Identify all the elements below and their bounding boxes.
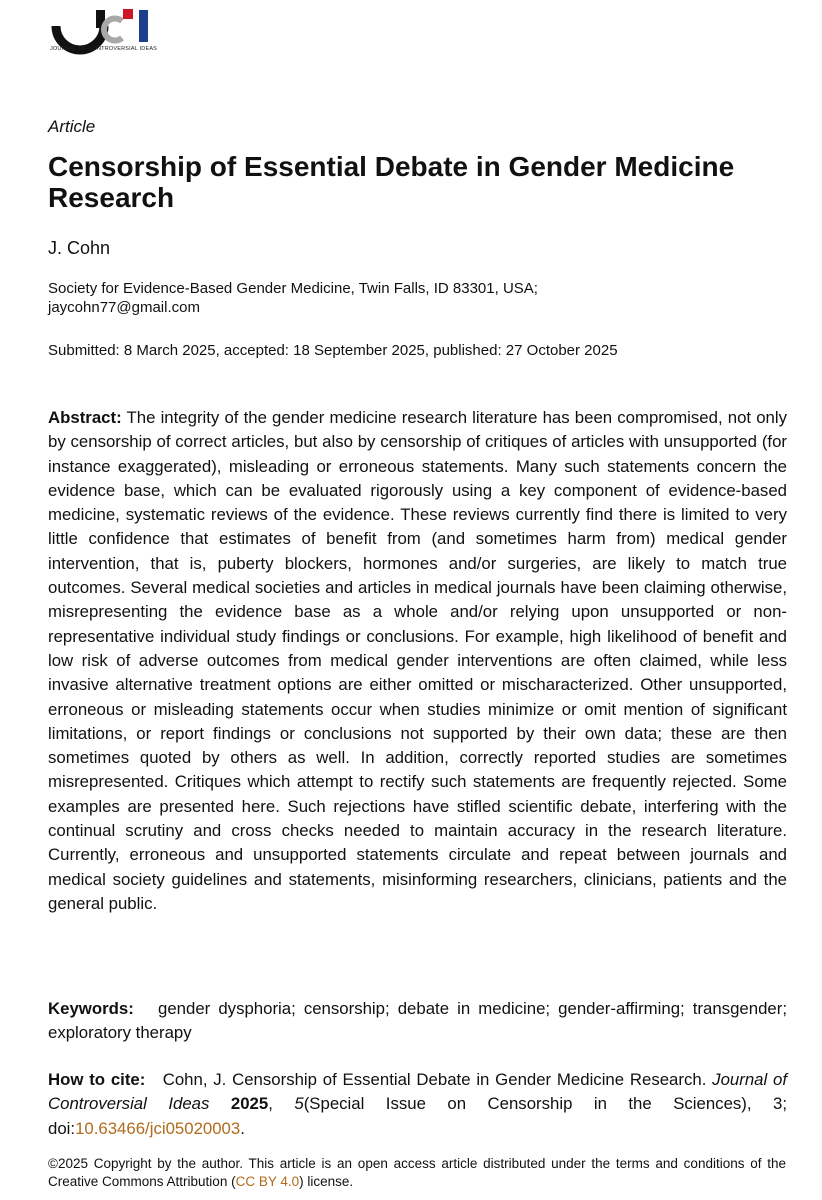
keywords <box>48 997 787 1046</box>
journal-name: JOURNAL OF CONTROVERSIAL IDEAS <box>50 46 158 52</box>
citation-issue: (Special Issue on Censorship in the Sciences), 3; <box>303 1094 788 1114</box>
author-email[interactable]: jaycohn77@gmail.com <box>48 299 200 316</box>
citation-text: Cohn, J. Censorship of Essential Debate in Gender Medicine Research. <box>162 1070 707 1089</box>
citation-label: How to cite: <box>48 1070 146 1089</box>
license-link[interactable]: CC BY 4.0 <box>235 1173 300 1189</box>
license-end: ) license. <box>299 1173 354 1189</box>
citation-end: . <box>240 1118 245 1138</box>
logo-blue-bar <box>139 10 148 42</box>
keywords-text: gender dysphoria; censorship; debate in medicine; gender-affirming; transgender; exploratory therapy <box>48 999 787 1043</box>
abstract-text: The integrity of the gender medicine research literature has been compromised, not only by censorship of correct articles, but also by censorship of critiques of articles with unsupported (for instance exaggerated), misleading or erroneous statements. Many such statements concern the evidence base, which can be evaluated rigorously using a key component of evidence-based medicine, systematic reviews of the evidence. These reviews currently find there is limited to very little confidence that estimates of benefit from (and sometimes harm from) medical gender intervention, that is, puberty blockers, hormones and/or surgeries, are likely to match true outcomes. Several medical societies and articles in medical journals have been claiming otherwise, misrepresenting the evidence base as a whole and/or relying upon unsupported or non-representative individual study findings or conclusions. For example, high likelihood of benefit and low risk of adverse outcomes from medical gender interventions are often claimed, while less invasive alternative treatment options are either omitted or mischaracterized. Other unsupported, erroneous or misleading statements occur when studies minimize or omit mention of significant limitations, or report findings or conclusions not supported by their own data; these are then sometimes quoted by others as well. In addition, correctly reported studies are sometimes misrepresented. Critiques which attempt to rectify such statements are frequently rejected. Some examples are presented here. Such rejections have stifled scientific debate, interfering with the continual scrutiny and cross checks needed to maintain accuracy in the research literature. Currently, erroneous and unsupported statements circulate and repeat between journals and medical society guidelines and statements, misinforming researchers, clinicians, patients and the general public. <box>48 408 788 913</box>
abstract-label: Abstract: <box>48 408 122 427</box>
affiliation-text: Society for Evidence-Based Gender Medicine, Twin Falls, ID 83301, USA; <box>48 280 538 297</box>
license-text: ©2025 Copyright by the author. This article is an open access article distributed under the terms and conditions of the Creative Commons Attribution ( <box>48 1156 786 1189</box>
citation-separator: , <box>268 1094 295 1114</box>
article-type: Article <box>48 117 96 136</box>
abstract <box>48 406 787 916</box>
doi-link[interactable]: 10.63466/jci05020003 <box>75 1118 241 1138</box>
citation-volume: 5 <box>294 1094 304 1114</box>
publication-dates: Submitted: 8 March 2025, accepted: 18 September 2025, published: 27 October 2025 <box>48 342 618 359</box>
logo-red-square <box>123 9 133 19</box>
doi-prefix: doi: <box>48 1118 76 1138</box>
license-note <box>48 1155 786 1190</box>
logo-c-shape <box>104 19 122 41</box>
keywords-label: Keywords: <box>48 999 134 1018</box>
citation-year: 2025 <box>230 1094 269 1114</box>
citation-journal: Journal of Controversial Ideas <box>48 1070 787 1114</box>
author-name: J. Cohn <box>48 238 111 258</box>
article-title: Censorship of Essential Debate in Gender Medicine Research <box>48 151 735 213</box>
citation <box>48 1068 787 1141</box>
author-affiliation <box>48 279 768 317</box>
